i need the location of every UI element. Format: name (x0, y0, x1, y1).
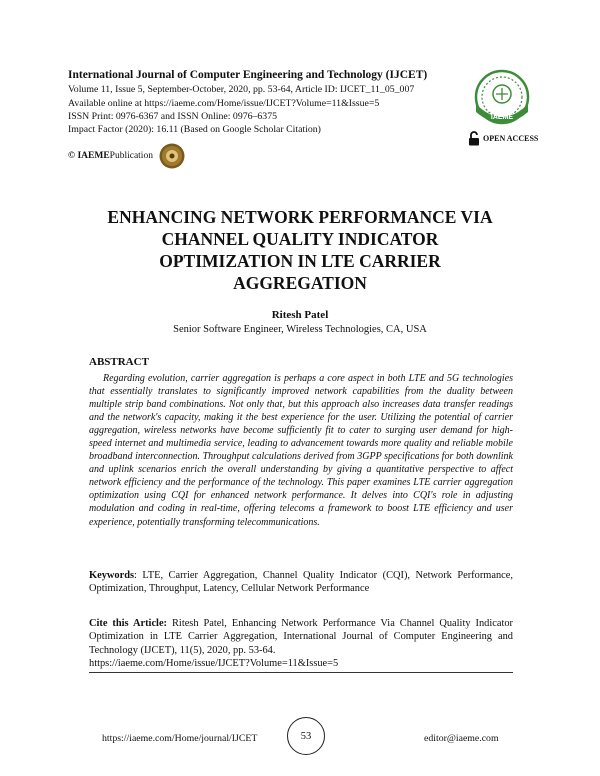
title-line: OPTIMIZATION IN LTE CARRIER (159, 251, 441, 271)
copyright-label: © IAEME (68, 151, 110, 161)
publisher-line (68, 143, 185, 169)
footer-journal-link[interactable]: https://iaeme.com/Home/journal/IJCET (102, 733, 258, 744)
title-line: AGGREGATION (233, 273, 367, 293)
impact-line: Impact Factor (2020): 16.11 (Based on Google Scholar Citation) (68, 124, 321, 135)
issn-line: ISSN Print: 0976-6367 and ISSN Online: 0976–6375 (68, 111, 278, 122)
cite-text: Ritesh Patel, Enhancing Network Performance Via Channel Quality Indicator Optimization in LTE Carrier Aggregation, International Journal of Computer Engineering and Technology (IJCET), 11(5), 2020, pp. 53-64. (89, 618, 513, 656)
svg-text:IAEME: IAEME (490, 114, 514, 121)
author-affiliation: Senior Software Engineer, Wireless Technologies, CA, USA (173, 324, 427, 335)
open-access-badge (468, 131, 538, 146)
available-line[interactable]: Available online at https://iaeme.com/Home/issue/IJCET?Volume=11&Issue=5 (68, 98, 380, 109)
volume-line: Volume 11, Issue 5, September-October, 2020, pp. 53-64, Article ID: IJCET_11_05_007 (68, 84, 415, 95)
cite-url-link[interactable]: https://iaeme.com/Home/issue/IJCET?Volume=11&Issue=5 (89, 657, 513, 672)
keywords (89, 569, 513, 596)
author-name: Ritesh Patel (271, 309, 329, 321)
paper-title (60, 206, 540, 294)
citation (89, 617, 513, 673)
footer-email-link[interactable]: editor@iaeme.com (424, 733, 499, 744)
title-line: CHANNEL QUALITY INDICATOR (161, 229, 439, 249)
publication-label: Publication (109, 151, 153, 161)
page-number (287, 717, 325, 755)
keywords-text: : LTE, Carrier Aggregation, Channel Quality Indicator (CQI), Network Performance, Optimization, Throughput, Latency, Cellular Network Performance (89, 570, 513, 595)
cite-label: Cite this Article: (89, 618, 168, 629)
open-access-label: OPEN ACCESS (483, 134, 539, 143)
abstract-heading: ABSTRACT (89, 356, 149, 368)
abstract-text: Regarding evolution, carrier aggregation is perhaps a core aspect in both LTE and 5G technologies that essentially translates to significantly improved network capabilities from the duality between multiple strip band combinations. Not only that, but this approach also increases data transfer readings and the network's capacity, making it the best experience for the user. Utilizing the potential of carrier aggregation, wireless networks have become sufficiently fit to cater to surging user demand for high-speed internet and multimedia service, leading to advancement towards more quality and reliable mobile broadband interconnection. Throughput calculations derived from 3GPP specifications for both downlink and uplink scenarios enrich the overall understanding by giving a quantitative perspective to affect network efficiency and the performance of the technology. This paper examines LTE carrier aggregation optimization using CQI for enhanced network performance. It delves into CQI's role in adjusting modulation and coding in real-time, offering telecoms a framework to boost LTE efficiency and user experience, potentially transforming telecommunications. (89, 373, 513, 528)
title-line: ENHANCING NETWORK PERFORMANCE VIA (107, 207, 493, 227)
open-lock-icon (468, 131, 480, 146)
iaeme-logo-icon (470, 68, 534, 130)
journal-title: International Journal of Computer Engineering and Technology (IJCET) (68, 69, 428, 81)
keywords-label: Keywords (89, 570, 135, 581)
publisher-seal-icon (159, 143, 185, 169)
page-number-text: 53 (300, 730, 312, 742)
